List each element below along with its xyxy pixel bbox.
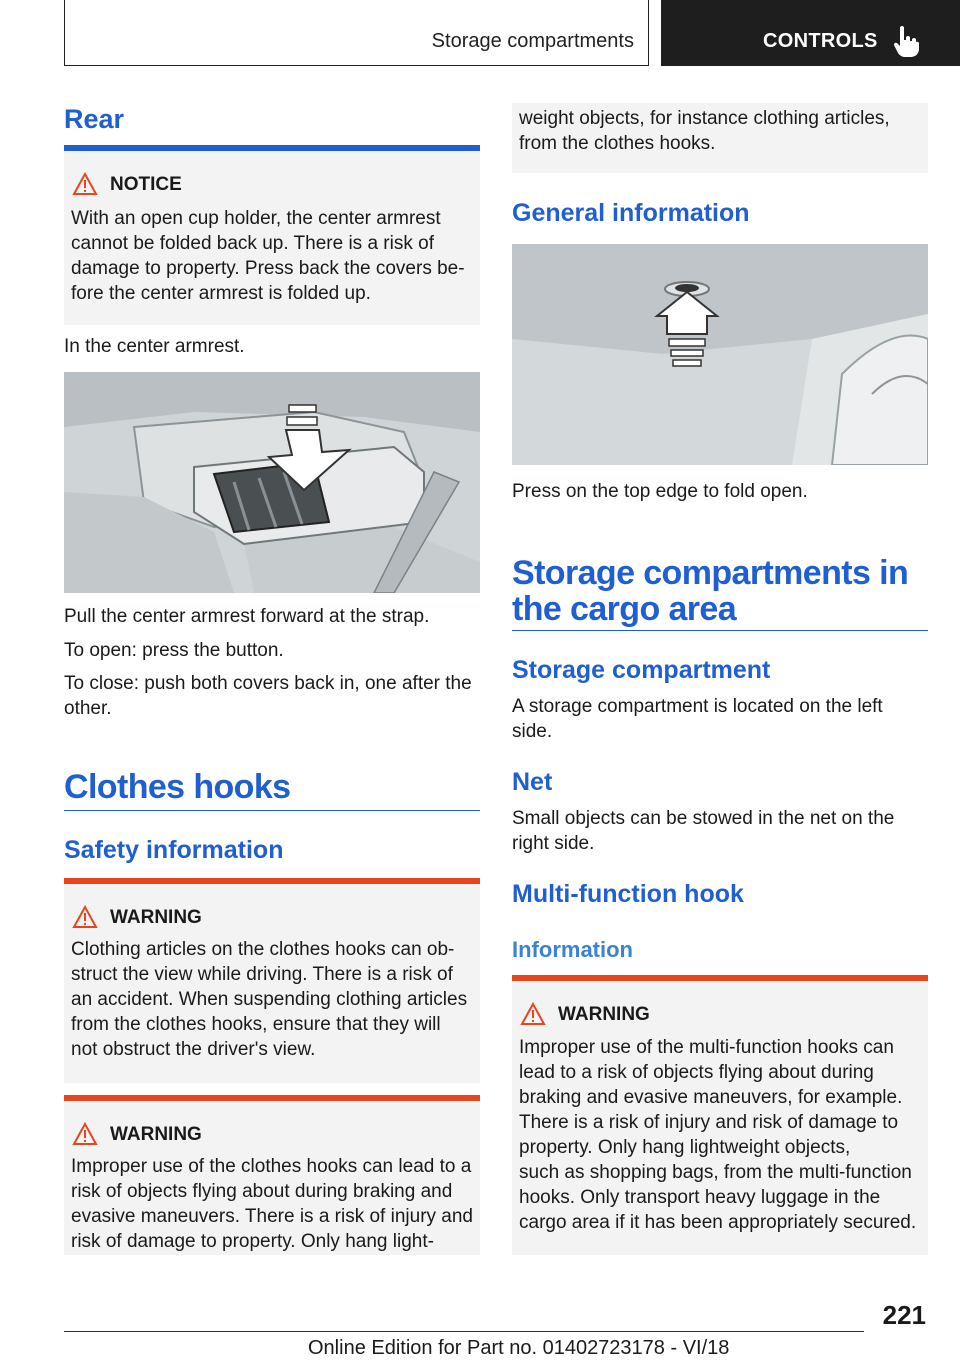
warning-text: Improper use of the clothes hooks can lead to a risk of objects flying about during braking and evasive maneuvers. There is a risk of injury and risk of damage to property. Only hang light- bbox=[71, 1156, 473, 1252]
warning-box-3 bbox=[512, 975, 928, 1255]
warning-bar bbox=[64, 1095, 480, 1101]
step-open: To open: press the button. bbox=[64, 640, 284, 661]
heading-net: Net bbox=[512, 768, 553, 796]
notice-text: With an open cup holder, the center armrest cannot be folded back up. There is a risk of damage to property. Press back the covers be- fore the center armrest is folded up. bbox=[71, 208, 465, 304]
heading-rule bbox=[512, 630, 928, 631]
step-pull: Pull the center armrest forward at the strap. bbox=[64, 606, 430, 627]
compartment-text: A storage compartment is located on the left side. bbox=[512, 696, 883, 742]
warning-box-2-continued bbox=[512, 103, 928, 173]
step-close-line2: other. bbox=[64, 698, 112, 719]
warning-triangle-icon bbox=[72, 172, 98, 196]
heading-storage-compartment: Storage compartment bbox=[512, 656, 771, 684]
header-chapter-box bbox=[661, 0, 960, 66]
warning-bar bbox=[64, 878, 480, 884]
step-close-line1: To close: push both covers back in, one after the bbox=[64, 673, 472, 694]
warning-box-2 bbox=[64, 1095, 480, 1255]
chapter-title: CONTROLS bbox=[763, 30, 878, 52]
warning-text: Clothing articles on the clothes hooks can ob- struct the view while driving. There is a risk of an accident. When suspending clothing articles from the clothes hooks, ensure that they will not obstruct the driver's view. bbox=[71, 939, 468, 1060]
warning-triangle-icon bbox=[72, 905, 98, 929]
warning-text-continued: weight objects, for instance clothing articles, from the clothes hooks. bbox=[519, 108, 890, 154]
clothes-hook-illustration bbox=[512, 244, 928, 465]
armrest-illustration bbox=[64, 372, 480, 593]
warning-title: WARNING bbox=[110, 907, 202, 928]
warning-box-1 bbox=[64, 878, 480, 1083]
heading-general-information: General information bbox=[512, 199, 750, 227]
footer-edition: Online Edition for Part no. 01402723178 - VI/18 bbox=[308, 1337, 730, 1359]
heading-rule bbox=[64, 810, 480, 811]
notice-box bbox=[64, 145, 480, 325]
warning-triangle-icon bbox=[520, 1002, 546, 1026]
section-title: Storage compartments bbox=[431, 30, 634, 52]
heading-cargo-storage: Storage compartments in the cargo area bbox=[512, 554, 909, 628]
page-number: 221 bbox=[882, 1300, 926, 1330]
warning-triangle-icon bbox=[72, 1122, 98, 1146]
notice-title: NOTICE bbox=[110, 174, 182, 195]
hand-pointer-icon bbox=[891, 24, 921, 58]
heading-safety-information: Safety information bbox=[64, 836, 284, 864]
net-text: Small objects can be stowed in the net on the right side. bbox=[512, 808, 895, 854]
header-section-box bbox=[64, 0, 649, 66]
warning-title: WARNING bbox=[558, 1004, 650, 1025]
heading-information: Information bbox=[512, 937, 633, 962]
footer-rule bbox=[64, 1331, 864, 1332]
heading-clothes-hooks: Clothes hooks bbox=[64, 768, 291, 806]
general-caption: Press on the top edge to fold open. bbox=[512, 481, 808, 502]
warning-bar bbox=[512, 975, 928, 981]
warning-text: Improper use of the multi-function hooks can lead to a risk of objects flying about during braking and evasive maneuvers, for example. There is a risk of injury and risk of damage to property. Only hang lightweight objects, such as shopping bags, from the multi-function hooks. Only transport heavy luggage in the cargo area if it has been appropriately secured. bbox=[519, 1037, 917, 1233]
warning-title: WARNING bbox=[110, 1124, 202, 1145]
heading-rear: Rear bbox=[64, 104, 125, 134]
armrest-intro: In the center armrest. bbox=[64, 336, 245, 357]
heading-multi-function-hook: Multi-function hook bbox=[512, 880, 744, 908]
notice-bar bbox=[64, 145, 480, 151]
